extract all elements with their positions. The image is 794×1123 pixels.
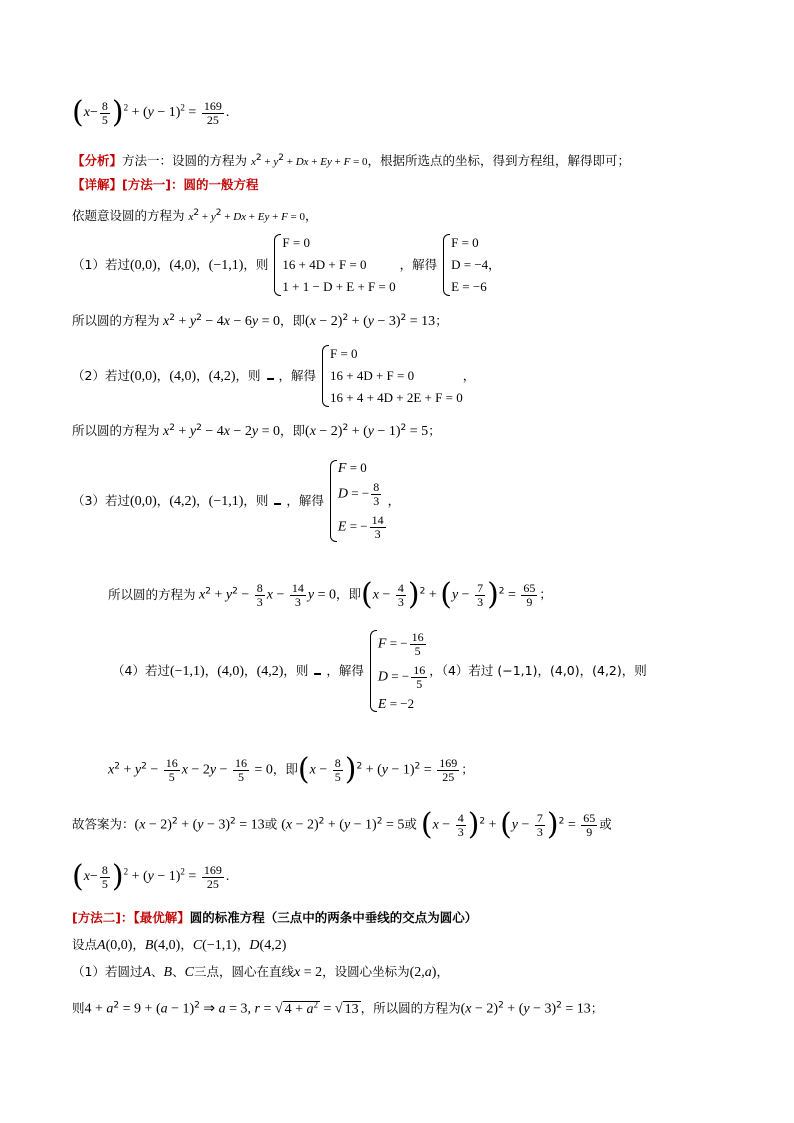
case2-solution: F = 0 16 + 4D + F = 0 16 + 4 + 4D + 2E + F = 0 bbox=[320, 343, 463, 409]
case2-result: 所以圆的方程为 $x^2 + y^2 - 4x - 2y = 0$，即$(x - 2)^2 + (y - 1)^2 = 5$； bbox=[72, 423, 441, 440]
case4-line: （4）若过(−1,1)，(4,0)，(4,2)，则 ，解得 F = − $\frac{16}{5}$ D = − $\frac{16}{5}$ E = −2 ，（4）若过 (−1,1)，(4,0)，(4,2)，则 bbox=[112, 630, 647, 712]
case1-result: 所以圆的方程为 $x^2 + y^2 - 4x - 6y = 0$，即$(x - 2)^2 + (y - 3)^2 = 13$； bbox=[72, 313, 448, 330]
m2-case1-line-b: 则$4 + a^2 = 9 + (a - 1)^2$ ⇒ a = 3, r = √ $4 + a^2$ = √ 13 ，所以圆的方程为$(x - 2)^2 + (y - 3)^2 = 13$； bbox=[72, 999, 604, 1017]
answer-line: 故答案为：$(x - 2)^2 + (y - 3)^2 = 13$或 $(x - 2)^2 + (y - 1)^2 = 5$或 (x − $\frac{4}{3}$ )$^2$ + (y − $\frac{7}{3}$ )$^2$ = $\frac{65}{9}$ 或 bbox=[72, 807, 612, 842]
case1-system: F = 0 16 + 4D + F = 0 1 + 1 − D + E + F = 0 bbox=[272, 232, 395, 298]
case3-solution: F = 0 D = − $\frac{8}{3}$ E = − $\frac{14}{3}$ bbox=[328, 458, 388, 544]
answer-line-2: (x− $\frac{8}{5}$ )$^2 + (y - 1)^2$ = $\frac{169}{25}$ . bbox=[72, 859, 230, 894]
intro-line: 依题意设圆的方程为 $x^2 + y^2 + Dx + Ey + F = 0$， bbox=[72, 208, 318, 224]
case3-result: 所以圆的方程为 $x^2 + y^2$ − $\frac{8}{3}$ x − $\frac{14}{3}$ y = 0，即(x − $\frac{4}{3}$ )$^2$ + (y − $\frac{7}{3}$ )$^2$ = $\frac{65}{9}$ ； bbox=[108, 577, 552, 612]
method2-title-line: [方法二]：【最优解】圆的标准方程（三点中的两条中垂线的交点为圆心） bbox=[72, 910, 478, 925]
method2-title: 圆的标准方程（三点中的两条中垂线的交点为圆心） bbox=[189, 910, 478, 925]
points-line: 设点A(0,0)，B(4,0)，C(−1,1)，D(4,2) bbox=[72, 937, 287, 953]
method1-title: [方法一]：圆的一般方程 bbox=[122, 177, 259, 192]
case1-line: （1）若过(0,0)，(4,0)，(−1,1)，则 F = 0 16 + 4D + F = 0 1 + 1 − D + E + F = 0 ，解得 F = 0 D = −4 E = −6 ， bbox=[72, 232, 501, 298]
detail-tag: 【详解】 bbox=[72, 177, 123, 192]
case1-solution: F = 0 D = −4 E = −6 bbox=[441, 232, 488, 298]
m2-case1-line: （1）若圆过A、B、C三点，圆心在直线x = 2，设圆心坐标为(2,a)， bbox=[72, 964, 449, 980]
analysis-tag: 【分析】 bbox=[72, 153, 123, 169]
case4-solution: F = − $\frac{16}{5}$ D = − $\frac{16}{5}$ E = −2 bbox=[368, 628, 429, 714]
case3-line: （3）若过(0,0)，(4,2)，(−1,1)，则 ，解得 F = 0 D = − $\frac{8}{3}$ E = − $\frac{14}{3}$ ， bbox=[72, 458, 400, 544]
analysis-line: 【分析】方法一：设圆的方程为 $x^2 + y^2 + Dx + Ey + F = 0$，根据所选点的坐标，得到方程组，解得即可； bbox=[72, 153, 631, 169]
top-equation: (x− $\frac{8}{5}$ )$^2 + (y - 1)^2$ = $\frac{169}{25}$ . bbox=[72, 95, 230, 130]
detail-line bbox=[72, 177, 258, 193]
case4-result: $x^2 + y^2$ − $\frac{16}{5}$ x − 2y − $\frac{16}{5}$ = 0，即(x − $\frac{8}{5}$ )$^2 + (y - 1)^2$ = $\frac{169}{25}$ ； bbox=[108, 752, 474, 787]
case2-line: （2）若过(0,0)，(4,0)，(4,2)，则 ，解得 F = 0 16 + 4D + F = 0 16 + 4 + 4D + 2E + F = 0 ， bbox=[72, 343, 475, 409]
